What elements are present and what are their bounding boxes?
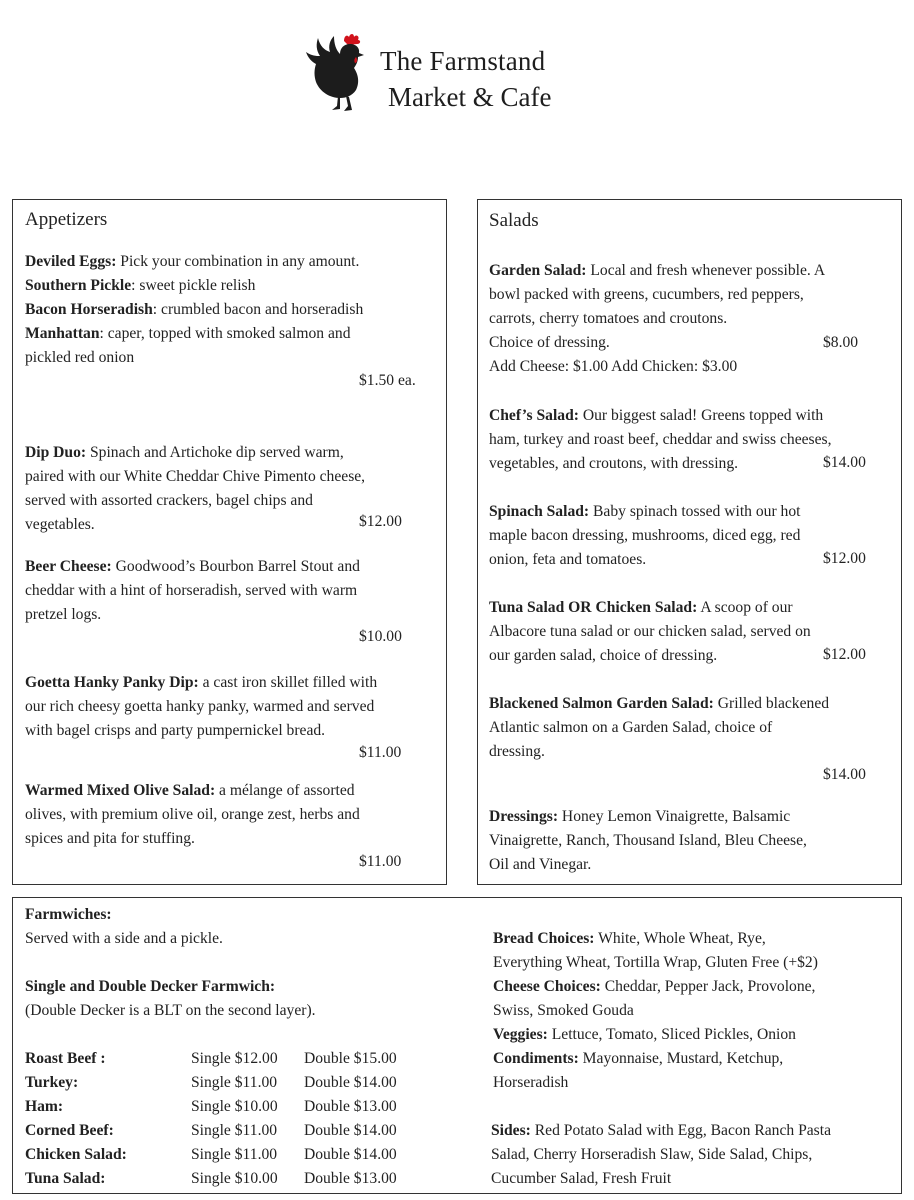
double-price: Double $14.00 xyxy=(304,1122,397,1139)
double-price: Double $14.00 xyxy=(304,1146,397,1163)
salads-title: Salads xyxy=(489,210,539,231)
variant-desc: : sweet pickle relish xyxy=(131,277,256,294)
item-desc: onion, feta and tomatoes. xyxy=(489,551,647,568)
item-desc: Grilled blackened xyxy=(713,695,830,712)
item-desc: olives, with premium olive oil, orange zest, herbs and xyxy=(25,806,360,823)
item-desc: spices and pita for stuffing. xyxy=(25,830,195,847)
sides-desc: Red Potato Salad with Egg, Bacon Ranch Pasta xyxy=(530,1122,832,1139)
item-desc: Albacore tuna salad or our chicken salad, served on xyxy=(489,623,811,640)
garden-salad-item xyxy=(489,259,825,379)
item-desc: Spinach and Artichoke dip served warm, xyxy=(86,444,344,461)
single-price: Single $11.00 xyxy=(191,1146,278,1163)
choice-desc: Swiss, Smoked Gouda xyxy=(493,1002,634,1019)
item-desc: a mélange of assorted xyxy=(215,782,355,799)
farmwiches-intro xyxy=(25,903,316,1023)
single-price: Single $12.00 xyxy=(191,1050,278,1067)
item-desc: our rich cheesy goetta hanky panky, warmed and served xyxy=(25,698,375,715)
choice-desc: Mayonnaise, Mustard, Ketchup, xyxy=(578,1050,784,1067)
single-price: Single $11.00 xyxy=(191,1074,278,1091)
double-price: Double $15.00 xyxy=(304,1050,397,1067)
variant-name: Southern Pickle xyxy=(25,277,132,294)
item-name: Dip Duo: xyxy=(25,444,87,461)
single-price: Single $11.00 xyxy=(191,1122,278,1139)
farmwich-name: Chicken Salad: xyxy=(25,1146,127,1163)
item-name: Chef’s Salad: xyxy=(489,407,579,424)
single-price: Single $10.00 xyxy=(191,1170,278,1187)
sides-list xyxy=(491,1119,831,1191)
item-desc: Atlantic salmon on a Garden Salad, choice of xyxy=(489,719,773,736)
tuna-chicken-salad-item xyxy=(489,596,811,668)
salmon-salad-item xyxy=(489,692,829,764)
olive-salad-item xyxy=(25,779,360,851)
deviled-eggs-price: $1.50 ea. xyxy=(359,372,416,389)
item-desc: maple bacon dressing, mushrooms, diced egg, red xyxy=(489,527,801,544)
choice-desc: White, Whole Wheat, Rye, xyxy=(594,930,766,947)
rooster-icon xyxy=(306,32,376,114)
logo xyxy=(306,30,606,116)
item-desc: paired with our White Cheddar Chive Pimento cheese, xyxy=(25,468,366,485)
item-name: Goetta Hanky Panky Dip: xyxy=(25,674,199,691)
item-desc: Pick your combination in any amount. xyxy=(116,253,360,270)
farmwich-name: Ham: xyxy=(25,1098,64,1115)
variant-desc: pickled red onion xyxy=(25,349,135,366)
item-desc: Baby spinach tossed with our hot xyxy=(589,503,801,520)
item-desc: Honey Lemon Vinaigrette, Balsamic xyxy=(558,808,791,825)
choice-name: Bread Choices: xyxy=(493,930,595,947)
farmwich-name: Corned Beef: xyxy=(25,1122,114,1139)
farmwich-name: Tuna Salad: xyxy=(25,1170,106,1187)
item-desc: carrots, cherry tomatoes and croutons. xyxy=(489,310,728,327)
dip-duo-price: $12.00 xyxy=(359,513,402,530)
sides-desc: Cucumber Salad, Fresh Fruit xyxy=(491,1170,672,1187)
item-addons: Add Cheese: $1.00 Add Chicken: $3.00 xyxy=(489,358,738,375)
item-desc: dressing. xyxy=(489,743,545,760)
chefs-salad-item xyxy=(489,404,832,476)
item-name: Beer Cheese: xyxy=(25,558,112,575)
logo-subtitle: Market & Cafe xyxy=(388,82,552,112)
item-name: Dressings: xyxy=(489,808,559,825)
appetizers-section xyxy=(12,199,447,885)
item-name: Blackened Salmon Garden Salad: xyxy=(489,695,714,712)
salmon-salad-price: $14.00 xyxy=(823,766,866,783)
item-desc: bowl packed with greens, cucumbers, red peppers, xyxy=(489,286,804,303)
tuna-chicken-salad-price: $12.00 xyxy=(823,646,866,663)
item-name: Tuna Salad OR Chicken Salad: xyxy=(489,599,698,616)
item-name: Garden Salad: xyxy=(489,262,587,279)
decker-desc: (Double Decker is a BLT on the second layer). xyxy=(25,1002,316,1019)
double-price: Double $13.00 xyxy=(304,1098,397,1115)
item-desc: vegetables. xyxy=(25,516,95,533)
item-name: Deviled Eggs: xyxy=(25,253,117,270)
item-desc: our garden salad, choice of dressing. xyxy=(489,647,718,664)
chefs-salad-price: $14.00 xyxy=(823,454,866,471)
farmwich-name: Roast Beef : xyxy=(25,1050,106,1067)
choice-desc: Horseradish xyxy=(493,1074,569,1091)
choice-desc: Everything Wheat, Tortilla Wrap, Gluten Free (+$2) xyxy=(493,954,818,971)
sides-name: Sides: xyxy=(491,1122,531,1139)
spinach-salad-item xyxy=(489,500,800,572)
choice-desc: Lettuce, Tomato, Sliced Pickles, Onion xyxy=(547,1026,796,1043)
beer-cheese-price: $10.00 xyxy=(359,628,402,645)
choice-name: Condiments: xyxy=(493,1050,579,1067)
variant-name: Bacon Horseradish xyxy=(25,301,153,318)
variant-desc: : crumbled bacon and horseradish xyxy=(152,301,364,318)
item-desc: ham, turkey and roast beef, cheddar and swiss cheeses, xyxy=(489,431,832,448)
item-desc: A scoop of our xyxy=(697,599,793,616)
item-name: Spinach Salad: xyxy=(489,503,590,520)
item-desc: served with assorted crackers, bagel chips and xyxy=(25,492,313,509)
item-desc: cheddar with a hint of horseradish, served with warm xyxy=(25,582,358,599)
double-price: Double $14.00 xyxy=(304,1074,397,1091)
item-desc: a cast iron skillet filled with xyxy=(198,674,378,691)
salads-section xyxy=(477,199,902,885)
goetta-dip-price: $11.00 xyxy=(359,744,402,761)
appetizers-title: Appetizers xyxy=(25,209,108,230)
item-desc: Local and fresh whenever possible. A xyxy=(586,262,826,279)
choice-desc: Cheddar, Pepper Jack, Provolone, xyxy=(600,978,816,995)
choice-name: Veggies: xyxy=(493,1026,548,1043)
item-name: Warmed Mixed Olive Salad: xyxy=(25,782,216,799)
deviled-eggs-item xyxy=(25,250,363,370)
item-desc: Vinaigrette, Ranch, Thousand Island, Bleu Cheese, xyxy=(489,832,807,849)
farmwiches-section xyxy=(12,897,902,1194)
farmwiches-title: Farmwiches: xyxy=(25,906,112,923)
dip-duo-item xyxy=(25,441,365,537)
goetta-dip-item xyxy=(25,671,377,743)
choice-name: Cheese Choices: xyxy=(493,978,601,995)
logo-title: The Farmstand xyxy=(380,46,546,76)
farmwiches-subtitle: Served with a side and a pickle. xyxy=(25,930,223,947)
beer-cheese-item xyxy=(25,555,360,627)
double-price: Double $13.00 xyxy=(304,1170,397,1187)
variant-name: Manhattan xyxy=(25,325,100,342)
item-desc: Oil and Vinegar. xyxy=(489,856,592,873)
item-desc: Choice of dressing. xyxy=(489,334,610,351)
variant-desc: : caper, topped with smoked salmon and xyxy=(99,325,351,342)
dressings-item xyxy=(489,805,807,877)
item-desc: Our biggest salad! Greens topped with xyxy=(578,407,824,424)
single-price: Single $10.00 xyxy=(191,1098,278,1115)
item-desc: vegetables, and croutons, with dressing. xyxy=(489,455,739,472)
spinach-salad-price: $12.00 xyxy=(823,550,866,567)
olive-salad-price: $11.00 xyxy=(359,853,402,870)
choices-list xyxy=(493,927,818,1095)
farmwich-name: Turkey: xyxy=(25,1074,79,1091)
decker-title: Single and Double Decker Farmwich: xyxy=(25,978,276,995)
item-desc: with bagel crisps and party pumpernickel bread. xyxy=(25,722,326,739)
item-desc: Goodwood’s Bourbon Barrel Stout and xyxy=(111,558,360,575)
sides-desc: Salad, Cherry Horseradish Slaw, Side Salad, Chips, xyxy=(491,1146,813,1163)
garden-salad-price: $8.00 xyxy=(823,334,859,351)
item-desc: pretzel logs. xyxy=(25,606,102,623)
